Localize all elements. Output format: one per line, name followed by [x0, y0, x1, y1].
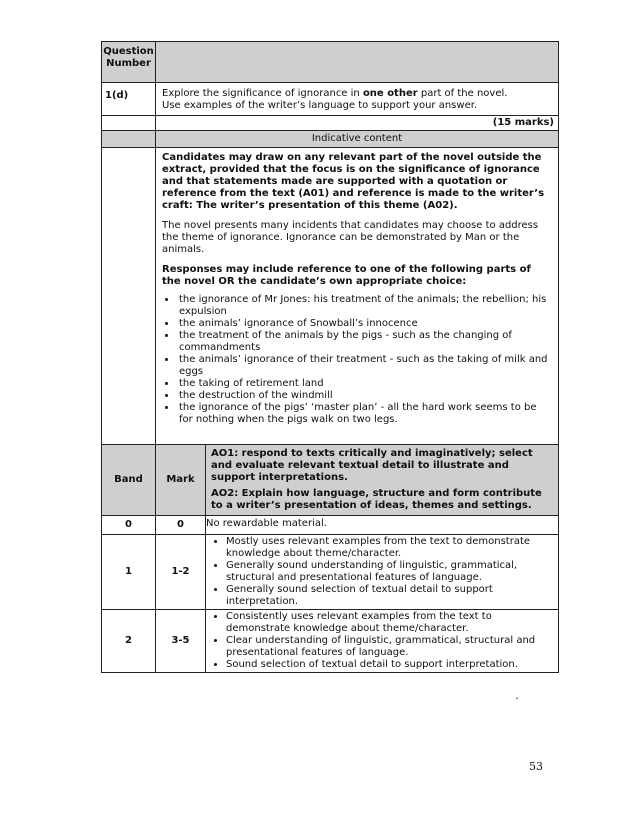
band-descriptor: No rewardable material.: [206, 516, 559, 535]
list-item: • the animals’ ignorance of their treatment - such as the taking of milk and eggs: [177, 354, 552, 378]
indicative-content-header: Indicative content: [156, 131, 559, 148]
question-line1-pre: Explore the significance of ignorance in: [162, 88, 363, 99]
list-item: • the ignorance of Mr Jones: his treatment of the animals; the rebellion; his expulsion: [177, 294, 552, 318]
table-row: [102, 535, 559, 610]
header-blank-cell: [156, 42, 559, 83]
marks-blank-cell: [102, 116, 156, 131]
ao1-text: AO1: respond to texts critically and imaginatively; select and evaluate relevant textual detail to illustrate and support interpretations.: [211, 448, 533, 483]
question-line2: Use examples of the writer’s language to support your answer.: [162, 100, 478, 111]
content-intro: Candidates may draw on any relevant part of the novel outside the extract, provided that the focus is on the significance of ignorance and that statements made are supported with a quotation or reference from the text (A01) and reference is made to the writer’s craft: The writer’s presentation of this theme (A02).: [162, 152, 545, 211]
list-item: • Sound selection of textual detail to support interpretation.: [226, 659, 554, 671]
list-item: • the destruction of the windmill: [177, 390, 552, 402]
list-item: • Generally sound understanding of linguistic, grammatical, structural and presentational features of language.: [226, 560, 554, 584]
band-descriptor: [206, 535, 559, 610]
band-value: 1: [102, 535, 156, 610]
stray-mark: ˆ: [515, 697, 519, 706]
assessment-objectives: [206, 445, 559, 516]
table-row: [102, 516, 559, 535]
content-para2: The novel presents many incidents that candidates may choose to address the theme of ignorance. Ignorance can be demonstrated by Man or the animals.: [162, 220, 539, 255]
content-blank-cell: [102, 148, 156, 445]
question-line1-post: part of the novel.: [417, 88, 508, 99]
question-text: [156, 83, 559, 116]
table-row: [102, 610, 559, 673]
band-descriptor: [206, 610, 559, 673]
list-item: • Clear understanding of linguistic, grammatical, structural and presentational features of language.: [226, 635, 554, 659]
band-value: 2: [102, 610, 156, 673]
list-item: • Consistently uses relevant examples from the text to demonstrate knowledge about theme/character.: [226, 611, 554, 635]
mark-value: 1-2: [156, 535, 206, 610]
question-marks: (15 marks): [156, 116, 559, 131]
indicative-blank-cell: [102, 131, 156, 148]
indicative-content: [156, 148, 559, 445]
content-para3: Responses may include reference to one of the following parts of the novel OR the candidate’s own appropriate choice:: [162, 264, 531, 287]
list-item: • the treatment of the animals by the pigs - such as the changing of commandments: [177, 330, 552, 354]
list-item: • the taking of retirement land: [177, 378, 552, 390]
question-table: [101, 41, 559, 445]
band-value: 0: [102, 516, 156, 535]
band-table: [101, 444, 559, 673]
ao2-text: AO2: Explain how language, structure and form contribute to a writer’s presentation of ideas, themes and settings.: [211, 488, 542, 511]
mark-header: Mark: [156, 445, 206, 516]
page-number: 53: [529, 760, 543, 773]
list-item: • the ignorance of the pigs’ ‘master plan’ - all the hard work seems to be for nothing when the pigs walk on two legs.: [177, 402, 552, 426]
list-item: • Generally sound selection of textual detail to support interpretation.: [226, 584, 554, 608]
band-header: Band: [102, 445, 156, 516]
question-number-header: Question Number: [102, 42, 156, 83]
question-line1-bold: one other: [362, 88, 418, 99]
list-item: • Mostly uses relevant examples from the text to demonstrate knowledge about theme/character.: [226, 536, 554, 560]
list-item: • the animals’ ignorance of Snowball’s innocence: [177, 318, 552, 330]
question-number: 1(d): [102, 83, 156, 116]
content-bullet-list: [162, 294, 552, 426]
mark-scheme-sheet: [101, 41, 558, 673]
mark-value: 3-5: [156, 610, 206, 673]
mark-value: 0: [156, 516, 206, 535]
